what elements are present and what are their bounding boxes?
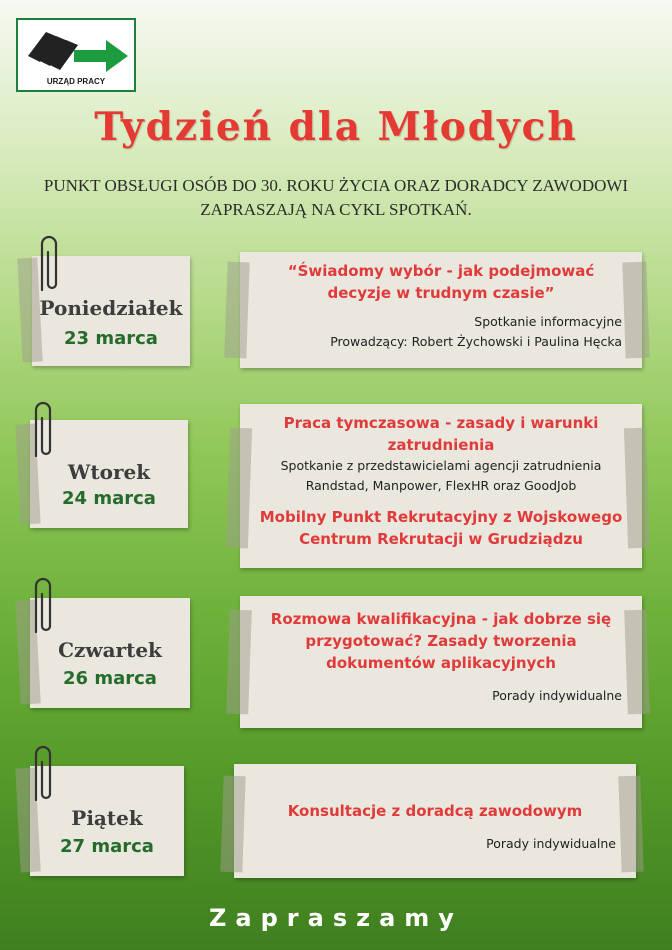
page-subtitle (10, 174, 662, 222)
event-title-line: Konsultacje z doradcą zawodowym (287, 802, 583, 820)
tape-strip (618, 776, 643, 873)
day-date: 24 marca (62, 488, 156, 509)
event-title-line: Praca tymczasowa - zasady i warunki (283, 414, 599, 432)
tape-strip (624, 428, 650, 549)
tape-strip (226, 428, 252, 549)
event-title-line: “Świadomy wybór - jak podejmować (287, 262, 595, 280)
event-details-line: Spotkanie z przedstawicielami agencji zatrudnienia (280, 458, 602, 473)
urzad-pracy-logo (16, 18, 136, 92)
logo-text: URZĄD PRACY (46, 77, 106, 86)
day-date: 23 marca (64, 328, 158, 349)
event-details-line: Prowadzący: Robert Żychowski i Paulina Hęcka (330, 334, 622, 349)
day-name: Poniedziałek (39, 296, 183, 320)
day-date: 27 marca (60, 836, 154, 857)
event-details-line: Spotkanie informacyjne (474, 314, 622, 329)
paperclip-icon (30, 572, 56, 640)
paperclip-icon (36, 230, 62, 298)
subtitle-line-2: ZAPRASZAJĄ NA CYKL SPOTKAŃ. (200, 200, 472, 219)
event-card-monday (240, 252, 642, 368)
event2-title-line: Mobilny Punkt Rekrutacyjny z Wojskowego (259, 508, 623, 526)
day-name: Czwartek (58, 638, 162, 662)
tape-strip (226, 610, 252, 715)
tape-strip (220, 776, 245, 873)
event-title-line: decyzje w trudnym czasie” (327, 284, 555, 302)
event-details-line: Randstad, Manpower, FlexHR oraz GoodJob (305, 478, 577, 493)
footer-invite: Zapraszamy (209, 904, 463, 932)
day-name: Piątek (71, 806, 143, 830)
event-title-line: zatrudnienia (387, 436, 495, 454)
day-name: Wtorek (67, 460, 151, 484)
paperclip-icon (30, 396, 56, 464)
tape-strip (224, 262, 249, 359)
tape-strip (622, 262, 649, 359)
event-details-line: Porady indywidualne (486, 836, 616, 851)
event-card-tuesday (240, 404, 642, 568)
logo-arrow-icon (24, 26, 130, 76)
event-details-line: Porady indywidualne (492, 688, 622, 703)
event-title-line: Rozmowa kwalifikacyjna - jak dobrze się (270, 610, 612, 628)
tape-strip (624, 610, 650, 715)
page-title: Tydzień dla Młodych (94, 104, 578, 150)
day-date: 26 marca (63, 668, 157, 689)
paperclip-icon (30, 740, 56, 808)
subtitle-line-1: PUNKT OBSŁUGI OSÓB DO 30. ROKU ŻYCIA ORAZ DORADCY ZAWODOWI (43, 176, 629, 195)
event-card-friday (234, 764, 636, 878)
event-card-thursday (240, 596, 642, 728)
event-title-line: przygotować? Zasady tworzenia (305, 632, 577, 650)
event2-title-line: Centrum Rekrutacji w Grudziądzu (299, 530, 583, 548)
event-title-line: dokumentów aplikacyjnych (326, 654, 556, 672)
